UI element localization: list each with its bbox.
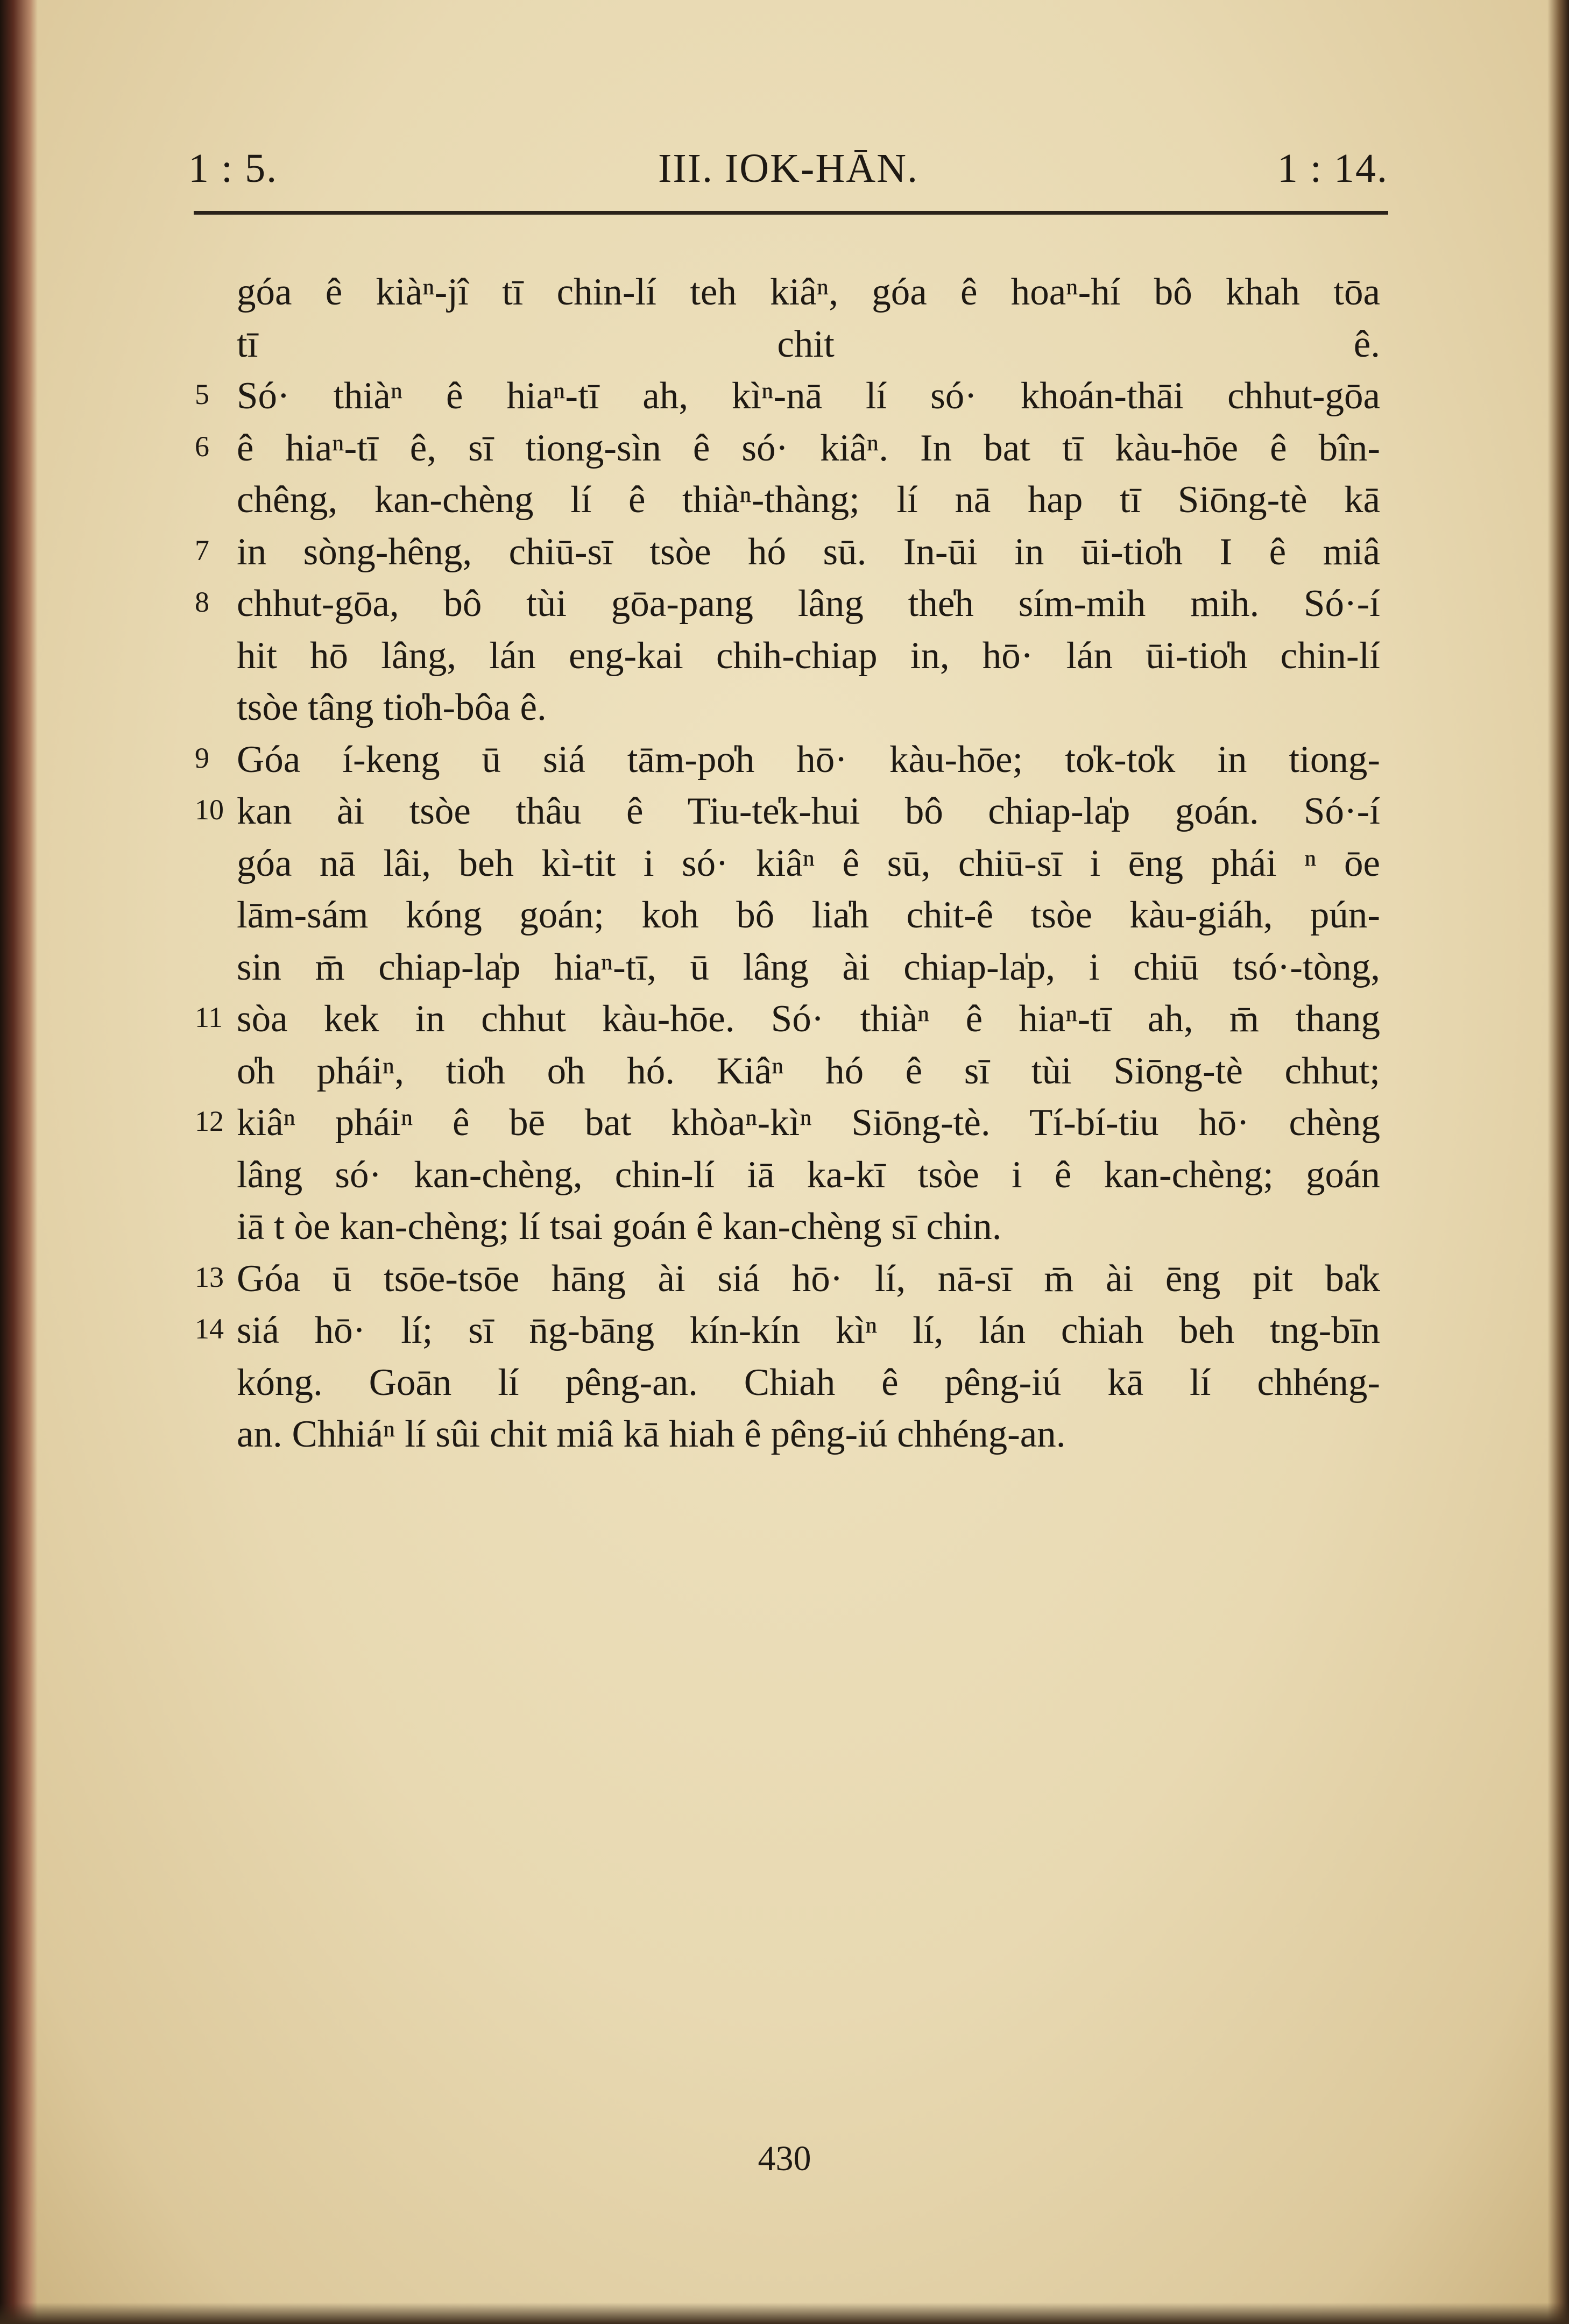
line-text: lām-sám kóng goán; koh bô lia̍h chit-ê tsòe kàu-giáh, pún-: [237, 894, 1380, 936]
header-chapter-verse-start: 1 : 5.: [188, 146, 278, 191]
verse-number: 13: [195, 1260, 224, 1293]
line-text: Góa ū tsōe-tsōe hāng ài siá hō· lí, nā-sī m̄ ài ēng pit ba̍k: [237, 1257, 1380, 1300]
text-line: [195, 785, 1380, 838]
verse-number: 10: [195, 793, 224, 826]
text-line: [237, 1201, 1380, 1253]
line-text: iā t òe kan-chèng; lí tsai goán ê kan-chèng sī chin.: [237, 1206, 1002, 1248]
line-text: ê hiaⁿ-tī ê, sī tiong-sìn ê só· kiâⁿ. In bat tī kàu-hōe ê bîn-: [237, 427, 1380, 469]
text-line: [195, 1097, 1380, 1149]
line-text: kiâⁿ pháiⁿ ê bē bat khòaⁿ-kìⁿ Siōng-tè. Tí-bí-tiu hō· chèng: [237, 1102, 1380, 1144]
text-line: [237, 630, 1380, 682]
line-text: o̍h pháiⁿ, tio̍h o̍h hó. Kiâⁿ hó ê sī tùi Siōng-tè chhut;: [237, 1050, 1380, 1092]
line-text: in sòng-hêng, chiū-sī tsòe hó sū. In-ūi in ūi-tio̍h I ê miâ: [237, 530, 1380, 573]
line-text: chêng, kan-chèng lí ê thiàⁿ-thàng; lí nā hap tī Siōng-tè kā: [237, 479, 1380, 521]
text-line: [237, 1149, 1380, 1201]
text-line: [195, 422, 1380, 474]
line-text: sin m̄ chiap-la̍p hiaⁿ-tī, ū lâng ài chiap-la̍p, i chiū tsó·-tòng,: [237, 946, 1380, 988]
page-number: 430: [758, 2139, 811, 2178]
text-line: [195, 526, 1380, 578]
line-text: an. Chhiáⁿ lí sûi chit miâ kā hiah ê pêng-iú chhéng-an.: [237, 1413, 1066, 1455]
text-line: [195, 1305, 1380, 1357]
page-bottom-edge: [0, 2302, 1569, 2324]
text-line: [237, 1357, 1380, 1409]
header-rule: [194, 211, 1388, 215]
line-text: sòa kek in chhut kàu-hōe. Só· thiàⁿ ê hiaⁿ-tī ah, m̄ thang: [237, 998, 1380, 1040]
text-line: [237, 266, 1380, 318]
line-text: tsòe tâng tio̍h-bôa ê.: [237, 686, 547, 728]
text-line: [237, 682, 1380, 734]
line-text: Só· thiàⁿ ê hiaⁿ-tī ah, kìⁿ-nā lí só· khoán-thāi chhut-gōa: [237, 375, 1380, 417]
line-text: lâng só· kan-chèng, chin-lí iā ka-kī tsòe i ê kan-chèng; goán: [237, 1153, 1380, 1196]
verse-number: 12: [195, 1105, 224, 1137]
verse-number: 9: [195, 741, 209, 774]
text-line: [195, 1253, 1380, 1305]
verse-number: 11: [195, 1001, 223, 1033]
line-text: kóng. Goān lí pêng-an. Chiah ê pêng-iú kā lí chhéng-: [237, 1361, 1380, 1404]
text-line: [195, 993, 1380, 1045]
text-line: [237, 838, 1380, 890]
text-line: [195, 578, 1380, 630]
verse-number: 5: [195, 378, 209, 410]
book-binding-edge: [0, 0, 38, 2324]
page-right-edge: [1547, 0, 1569, 2324]
line-text: Góa í-keng ū siá tām-po̍h hō· kàu-hōe; to̍k-to̍k in tiong-: [237, 738, 1380, 781]
text-line: [237, 889, 1380, 941]
verse-number: 8: [195, 586, 209, 618]
line-text: chhut-gōa, bô tùi gōa-pang lâng the̍h sím-mih mih. Só·-í: [237, 583, 1380, 625]
verse-number: 7: [195, 534, 209, 566]
line-text: kan ài tsòe thâu ê Tiu-te̍k-hui bô chiap-la̍p goán. Só·-í: [237, 790, 1380, 832]
line-text: góa ê kiàⁿ-jî tī chin-lí teh kiâⁿ, góa ê hoaⁿ-hí bô khah tōa: [237, 271, 1380, 313]
verse-number: 6: [195, 430, 209, 463]
line-text: hit hō lâng, lán eng-kai chih-chiap in, hō· lán ūi-tio̍h chin-lí: [237, 634, 1380, 677]
text-line: [237, 318, 1380, 371]
scripture-text: [195, 266, 1380, 1461]
verse-number: 14: [195, 1313, 224, 1345]
header-book-title: III. IOK-HĀN.: [658, 146, 918, 191]
text-line: [237, 1408, 1380, 1461]
line-text: siá hō· lí; sī n̄g-bāng kín-kín kìⁿ lí, lán chiah beh tng-bīn: [237, 1309, 1380, 1351]
text-line: [237, 1045, 1380, 1097]
text-line: [195, 734, 1380, 786]
text-line: [237, 941, 1380, 994]
text-line: [195, 370, 1380, 422]
running-header: [188, 145, 1388, 194]
header-chapter-verse-end: 1 : 14.: [1277, 146, 1388, 191]
line-text: góa nā lâi, beh kì-tit i só· kiâⁿ ê sū, chiū-sī i ēng phái ⁿ ōe: [237, 842, 1380, 884]
text-line: [237, 474, 1380, 526]
line-text: tī chit ê.: [237, 323, 1380, 365]
